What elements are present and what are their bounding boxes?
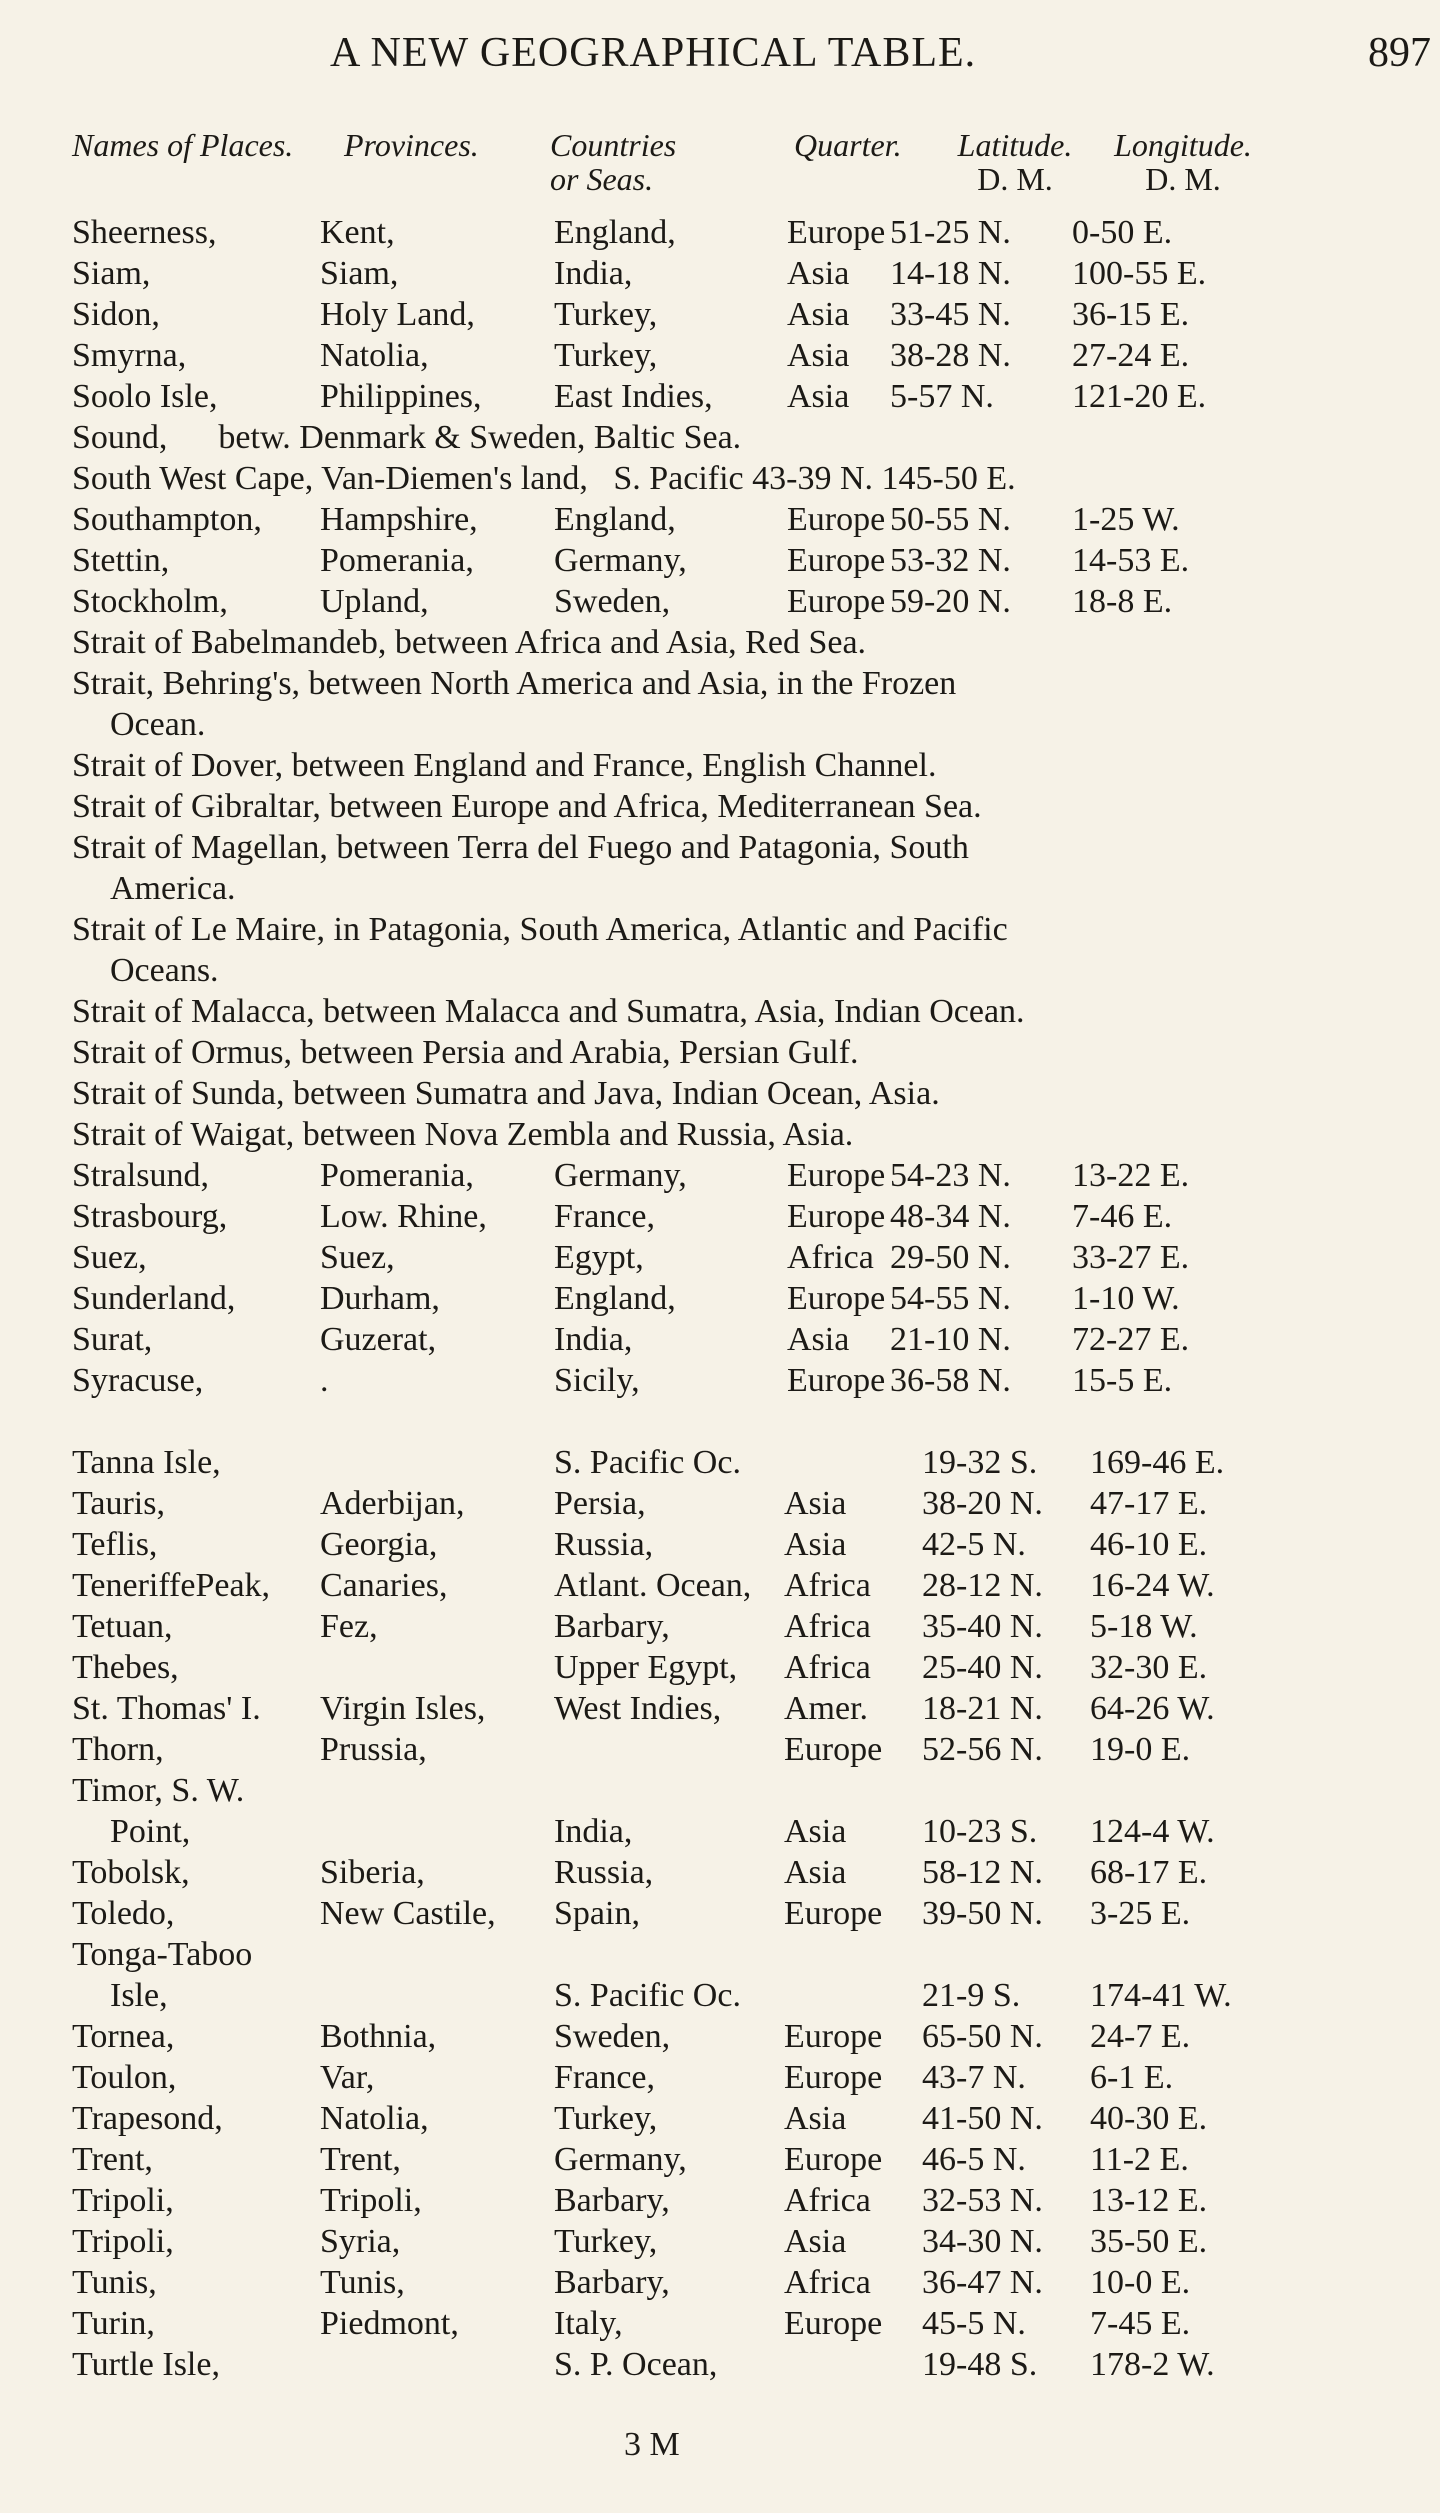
header-names: Names of Places. <box>72 127 294 163</box>
province: Hampshire, <box>320 501 478 538</box>
quarter: Africa <box>784 1608 871 1645</box>
strait-entry: Strait of Babelmandeb, between Africa and Asia, Red Sea. <box>72 624 867 661</box>
latitude: 38-28 N. <box>890 337 1011 374</box>
place-name: Smyrna, <box>72 337 187 374</box>
quarter: Europe <box>784 1731 883 1768</box>
province: . <box>320 1362 329 1399</box>
table-row <box>72 1688 1372 1729</box>
quarter: Asia <box>787 296 850 333</box>
longitude: 35-50 E. <box>1090 2223 1208 2260</box>
country: Germany, <box>554 542 687 579</box>
quarter: Europe <box>787 542 886 579</box>
table-row <box>72 2303 1372 2344</box>
place-name: Timor, S. W. <box>72 1772 245 1809</box>
place-name: Surat, <box>72 1321 153 1358</box>
table-row <box>72 1934 1372 1975</box>
country: England, <box>554 501 676 538</box>
longitude: 15-5 E. <box>1072 1362 1173 1399</box>
quarter: Africa <box>784 2182 871 2219</box>
place-name: Tanna Isle, <box>72 1444 221 1481</box>
strait-entry: Strait of Ormus, between Persia and Arabia, Persian Gulf. <box>72 1034 859 1071</box>
strait-entry-continuation: America. <box>110 870 236 907</box>
strait-entry: Strait of Le Maire, in Patagonia, South America, Atlantic and Pacific <box>72 911 1008 948</box>
country: Turkey, <box>554 337 658 374</box>
place-name: Trapesond, <box>72 2100 223 2137</box>
province: Siberia, <box>320 1854 425 1891</box>
country: Turkey, <box>554 2223 658 2260</box>
strait-entry: Strait of Magellan, between Terra del Fuego and Patagonia, South <box>72 829 969 866</box>
table-row <box>72 1729 1372 1770</box>
table-row <box>72 1565 1372 1606</box>
place-name: Point, <box>110 1813 191 1850</box>
place-name: Teflis, <box>72 1526 158 1563</box>
country: England, <box>554 1280 676 1317</box>
page-number: 897 <box>1368 30 1431 76</box>
longitude: 13-12 E. <box>1090 2182 1208 2219</box>
place-name: Soolo Isle, <box>72 378 218 415</box>
country: Russia, <box>554 1526 654 1563</box>
province: Fez, <box>320 1608 378 1645</box>
place-name: Tunis, <box>72 2264 157 2301</box>
quarter: Asia <box>784 1813 847 1850</box>
strait-entry: Strait of Gibraltar, between Europe and Africa, Mediterranean Sea. <box>72 788 982 825</box>
province: Tunis, <box>320 2264 405 2301</box>
longitude: 174-41 W. <box>1090 1977 1232 2014</box>
table-row <box>72 1975 1372 2016</box>
table-row <box>72 1647 1372 1688</box>
longitude: 36-15 E. <box>1072 296 1190 333</box>
province: Tripoli, <box>320 2182 422 2219</box>
place-name: Tauris, <box>72 1485 165 1522</box>
table-row <box>72 2262 1372 2303</box>
longitude: 121-20 E. <box>1072 378 1207 415</box>
longitude: 40-30 E. <box>1090 2100 1208 2137</box>
latitude: 28-12 N. <box>922 1567 1043 1604</box>
header-longitude-unit: D. M. <box>1145 161 1221 197</box>
spacer <box>72 1401 1372 1442</box>
country: India, <box>554 255 633 292</box>
strait-entry: Strait, Behring's, between North America and Asia, in the Frozen <box>72 665 957 702</box>
header-provinces: Provinces. <box>344 127 479 163</box>
province: Suez, <box>320 1239 395 1276</box>
text-line <box>72 1073 1372 1114</box>
header-quarter: Quarter. <box>794 127 902 163</box>
quarter: Asia <box>787 337 850 374</box>
longitude: 68-17 E. <box>1090 1854 1208 1891</box>
longitude: 24-7 E. <box>1090 2018 1191 2055</box>
province: Var, <box>320 2059 375 2096</box>
latitude: 51-25 N. <box>890 214 1011 251</box>
province: Virgin Isles, <box>320 1690 486 1727</box>
longitude: 10-0 E. <box>1090 2264 1191 2301</box>
province: Bothnia, <box>320 2018 437 2055</box>
quarter: Asia <box>784 1526 847 1563</box>
longitude: 14-53 E. <box>1072 542 1190 579</box>
strait-entry-continuation: Ocean. <box>110 706 206 743</box>
latitude: 54-23 N. <box>890 1157 1011 1194</box>
header-countries <box>550 128 676 196</box>
place-name: Toulon, <box>72 2059 177 2096</box>
latitude: 29-50 N. <box>890 1239 1011 1276</box>
place-name: Tobolsk, <box>72 1854 190 1891</box>
province: Natolia, <box>320 337 429 374</box>
signature-mark: 3 M <box>624 2426 680 2463</box>
latitude: 42-5 N. <box>922 1526 1026 1563</box>
country: Egypt, <box>554 1239 644 1276</box>
longitude: 124-4 W. <box>1090 1813 1215 1850</box>
table-row <box>72 253 1372 294</box>
latitude: 36-47 N. <box>922 2264 1043 2301</box>
province: Guzerat, <box>320 1321 437 1358</box>
place-name: Tripoli, <box>72 2223 174 2260</box>
quarter: Europe <box>787 501 886 538</box>
latitude: 21-10 N. <box>890 1321 1011 1358</box>
latitude: 53-32 N. <box>890 542 1011 579</box>
country: India, <box>554 1321 633 1358</box>
quarter: Africa <box>784 2264 871 2301</box>
longitude: 3-25 E. <box>1090 1895 1191 1932</box>
quarter: Africa <box>784 1567 871 1604</box>
longitude: 18-8 E. <box>1072 583 1173 620</box>
table-row <box>72 1319 1372 1360</box>
longitude: 72-27 E. <box>1072 1321 1190 1358</box>
quarter: Africa <box>784 1649 871 1686</box>
longitude: 5-18 W. <box>1090 1608 1198 1645</box>
latitude: 59-20 N. <box>890 583 1011 620</box>
province: Kent, <box>320 214 395 251</box>
strait-entry-continuation: Oceans. <box>110 952 219 989</box>
strait-entry: Strait of Dover, between England and France, English Channel. <box>72 747 937 784</box>
country: Russia, <box>554 1854 654 1891</box>
place-name: Syracuse, <box>72 1362 204 1399</box>
country: Barbary, <box>554 2264 670 2301</box>
place-name: Tripoli, <box>72 2182 174 2219</box>
header-longitude-label: Longitude. <box>1114 127 1252 163</box>
place-name: Isle, <box>110 1977 168 2014</box>
country: S. Pacific Oc. <box>554 1444 741 1481</box>
province: Low. Rhine, <box>320 1198 487 1235</box>
province: Trent, <box>320 2141 401 2178</box>
latitude: 52-56 N. <box>922 1731 1043 1768</box>
longitude: 1-10 W. <box>1072 1280 1180 1317</box>
place-name: Turtle Isle, <box>72 2346 220 2383</box>
table-row <box>72 2221 1372 2262</box>
latitude: 65-50 N. <box>922 2018 1043 2055</box>
place-name: Sidon, <box>72 296 160 333</box>
latitude: 18-21 N. <box>922 1690 1043 1727</box>
latitude: 21-9 S. <box>922 1977 1021 2014</box>
province: Canaries, <box>320 1567 448 1604</box>
latitude: 39-50 N. <box>922 1895 1043 1932</box>
country: Turkey, <box>554 296 658 333</box>
longitude: 33-27 E. <box>1072 1239 1190 1276</box>
latitude: 25-40 N. <box>922 1649 1043 1686</box>
country: Germany, <box>554 2141 687 2178</box>
quarter: Asia <box>787 378 850 415</box>
table-row <box>72 2180 1372 2221</box>
header-countries-line1: Countries <box>550 127 677 163</box>
province: Georgia, <box>320 1526 438 1563</box>
text-line <box>72 827 1372 868</box>
latitude: 50-55 N. <box>890 501 1011 538</box>
text-line <box>72 704 1372 745</box>
country: Germany, <box>554 1157 687 1194</box>
latitude: 19-32 S. <box>922 1444 1038 1481</box>
province: Syria, <box>320 2223 401 2260</box>
table-row <box>72 2016 1372 2057</box>
text-line <box>72 868 1372 909</box>
table-row <box>72 212 1372 253</box>
longitude: 7-45 E. <box>1090 2305 1191 2342</box>
country: West Indies, <box>554 1690 722 1727</box>
longitude: 7-46 E. <box>1072 1198 1173 1235</box>
table-row <box>72 1770 1372 1811</box>
country: East Indies, <box>554 378 713 415</box>
table-row <box>72 294 1372 335</box>
place-name: Turin, <box>72 2305 155 2342</box>
quarter: Asia <box>784 2100 847 2137</box>
country: Turkey, <box>554 2100 658 2137</box>
quarter: Europe <box>784 2018 883 2055</box>
country: Spain, <box>554 1895 640 1932</box>
latitude: 54-55 N. <box>890 1280 1011 1317</box>
place-name: Trent, <box>72 2141 153 2178</box>
latitude: 46-5 N. <box>922 2141 1026 2178</box>
province: Piedmont, <box>320 2305 459 2342</box>
quarter: Europe <box>787 1280 886 1317</box>
text-line <box>72 909 1372 950</box>
place-name: Sheerness, <box>72 214 217 251</box>
entry-line: Sound, betw. Denmark & Sweden, Baltic Sea. <box>72 419 742 456</box>
longitude: 46-10 E. <box>1090 1526 1208 1563</box>
province: Holy Land, <box>320 296 475 333</box>
text-line <box>72 622 1372 663</box>
quarter: Asia <box>784 1485 847 1522</box>
country: Barbary, <box>554 1608 670 1645</box>
table-row <box>72 581 1372 622</box>
place-name: Thorn, <box>72 1731 164 1768</box>
longitude: 178-2 W. <box>1090 2346 1215 2383</box>
latitude: 41-50 N. <box>922 2100 1043 2137</box>
table-row <box>72 2057 1372 2098</box>
latitude: 38-20 N. <box>922 1485 1043 1522</box>
strait-entry: Strait of Malacca, between Malacca and Sumatra, Asia, Indian Ocean. <box>72 993 1025 1030</box>
quarter: Africa <box>787 1239 874 1276</box>
latitude: 14-18 N. <box>890 255 1011 292</box>
header-longitude <box>1098 128 1268 196</box>
latitude: 5-57 N. <box>890 378 994 415</box>
latitude: 45-5 N. <box>922 2305 1026 2342</box>
place-name: Thebes, <box>72 1649 179 1686</box>
place-name: Stockholm, <box>72 583 228 620</box>
quarter: Europe <box>787 1362 886 1399</box>
text-line <box>72 417 1372 458</box>
quarter: Europe <box>787 1198 886 1235</box>
quarter: Europe <box>787 583 886 620</box>
province: New Castile, <box>320 1895 496 1932</box>
quarter: Amer. <box>784 1690 869 1727</box>
text-line <box>72 663 1372 704</box>
province: Pomerania, <box>320 542 474 579</box>
header-latitude <box>940 128 1090 196</box>
quarter: Asia <box>787 1321 850 1358</box>
text-line <box>72 950 1372 991</box>
table-row <box>72 1442 1372 1483</box>
table-row <box>72 2098 1372 2139</box>
strait-entry: Strait of Waigat, between Nova Zembla and Russia, Asia. <box>72 1116 854 1153</box>
country: France, <box>554 1198 656 1235</box>
table-row <box>72 1893 1372 1934</box>
latitude: 34-30 N. <box>922 2223 1043 2260</box>
country: Sweden, <box>554 2018 671 2055</box>
place-name: Stettin, <box>72 542 170 579</box>
latitude: 36-58 N. <box>890 1362 1011 1399</box>
text-line <box>72 1032 1372 1073</box>
table-row <box>72 1811 1372 1852</box>
quarter: Europe <box>787 214 886 251</box>
country: Upper Egypt, <box>554 1649 738 1686</box>
text-line <box>72 745 1372 786</box>
country: Sicily, <box>554 1362 640 1399</box>
place-name: Tornea, <box>72 2018 175 2055</box>
country: Barbary, <box>554 2182 670 2219</box>
table-row <box>72 2139 1372 2180</box>
text-line <box>72 458 1372 499</box>
table-row <box>72 1278 1372 1319</box>
quarter: Asia <box>784 1854 847 1891</box>
quarter: Europe <box>784 1895 883 1932</box>
place-name: TeneriffePeak, <box>72 1567 271 1604</box>
longitude: 47-17 E. <box>1090 1485 1208 1522</box>
table-row <box>72 1237 1372 1278</box>
country: Sweden, <box>554 583 671 620</box>
table-row <box>72 335 1372 376</box>
header-latitude-unit: D. M. <box>977 161 1053 197</box>
column-headers <box>72 128 1440 212</box>
longitude: 1-25 W. <box>1072 501 1180 538</box>
text-line <box>72 1114 1372 1155</box>
table-row <box>72 499 1372 540</box>
province: Natolia, <box>320 2100 429 2137</box>
country: Italy, <box>554 2305 623 2342</box>
gazetteer-table <box>72 212 1372 2385</box>
province: Prussia, <box>320 1731 427 1768</box>
longitude: 0-50 E. <box>1072 214 1173 251</box>
running-title: A NEW GEOGRAPHICAL TABLE. <box>330 30 977 76</box>
country: S. P. Ocean, <box>554 2346 718 2383</box>
country: France, <box>554 2059 656 2096</box>
longitude: 6-1 E. <box>1090 2059 1174 2096</box>
longitude: 169-46 E. <box>1090 1444 1225 1481</box>
place-name: Tonga-Taboo <box>72 1936 253 1973</box>
table-row <box>72 1852 1372 1893</box>
table-row <box>72 1155 1372 1196</box>
latitude: 35-40 N. <box>922 1608 1043 1645</box>
latitude: 48-34 N. <box>890 1198 1011 1235</box>
country: India, <box>554 1813 633 1850</box>
place-name: Siam, <box>72 255 151 292</box>
quarter: Europe <box>787 1157 886 1194</box>
latitude: 19-48 S. <box>922 2346 1038 2383</box>
strait-entry: Strait of Sunda, between Sumatra and Java, Indian Ocean, Asia. <box>72 1075 940 1112</box>
header-latitude-label: Latitude. <box>957 127 1073 163</box>
latitude: 58-12 N. <box>922 1854 1043 1891</box>
longitude: 100-55 E. <box>1072 255 1207 292</box>
province: Aderbijan, <box>320 1485 465 1522</box>
longitude: 64-26 W. <box>1090 1690 1215 1727</box>
text-line <box>72 786 1372 827</box>
header-countries-line2: or Seas. <box>550 161 654 197</box>
table-row <box>72 1524 1372 1565</box>
entry-line: South West Cape, Van-Diemen's land, S. Pacific 43-39 N. 145-50 E. <box>72 460 1016 497</box>
place-name: Southampton, <box>72 501 262 538</box>
latitude: 33-45 N. <box>890 296 1011 333</box>
place-name: Toledo, <box>72 1895 175 1932</box>
quarter: Asia <box>787 255 850 292</box>
latitude: 43-7 N. <box>922 2059 1026 2096</box>
longitude: 19-0 E. <box>1090 1731 1191 1768</box>
longitude: 32-30 E. <box>1090 1649 1208 1686</box>
longitude: 11-2 E. <box>1090 2141 1189 2178</box>
table-row <box>72 1360 1372 1401</box>
country: England, <box>554 214 676 251</box>
table-row <box>72 376 1372 417</box>
place-name: Suez, <box>72 1239 147 1276</box>
country: Atlant. Ocean, <box>554 1567 752 1604</box>
table-row <box>72 540 1372 581</box>
country: S. Pacific Oc. <box>554 1977 741 2014</box>
latitude: 32-53 N. <box>922 2182 1043 2219</box>
quarter: Europe <box>784 2141 883 2178</box>
place-name: Tetuan, <box>72 1608 173 1645</box>
province: Durham, <box>320 1280 440 1317</box>
place-name: Stralsund, <box>72 1157 209 1194</box>
quarter: Europe <box>784 2305 883 2342</box>
latitude: 10-23 S. <box>922 1813 1038 1850</box>
table-row <box>72 1196 1372 1237</box>
quarter: Europe <box>784 2059 883 2096</box>
table-row <box>72 1606 1372 1647</box>
country: Persia, <box>554 1485 646 1522</box>
quarter: Asia <box>784 2223 847 2260</box>
table-row <box>72 1483 1372 1524</box>
longitude: 16-24 W. <box>1090 1567 1215 1604</box>
province: Upland, <box>320 583 429 620</box>
text-line <box>72 991 1372 1032</box>
place-name: St. Thomas' I. <box>72 1690 261 1727</box>
place-name: Sunderland, <box>72 1280 236 1317</box>
province: Philippines, <box>320 378 482 415</box>
longitude: 13-22 E. <box>1072 1157 1190 1194</box>
longitude: 27-24 E. <box>1072 337 1190 374</box>
province: Siam, <box>320 255 399 292</box>
place-name: Strasbourg, <box>72 1198 228 1235</box>
table-row <box>72 2344 1372 2385</box>
province: Pomerania, <box>320 1157 474 1194</box>
